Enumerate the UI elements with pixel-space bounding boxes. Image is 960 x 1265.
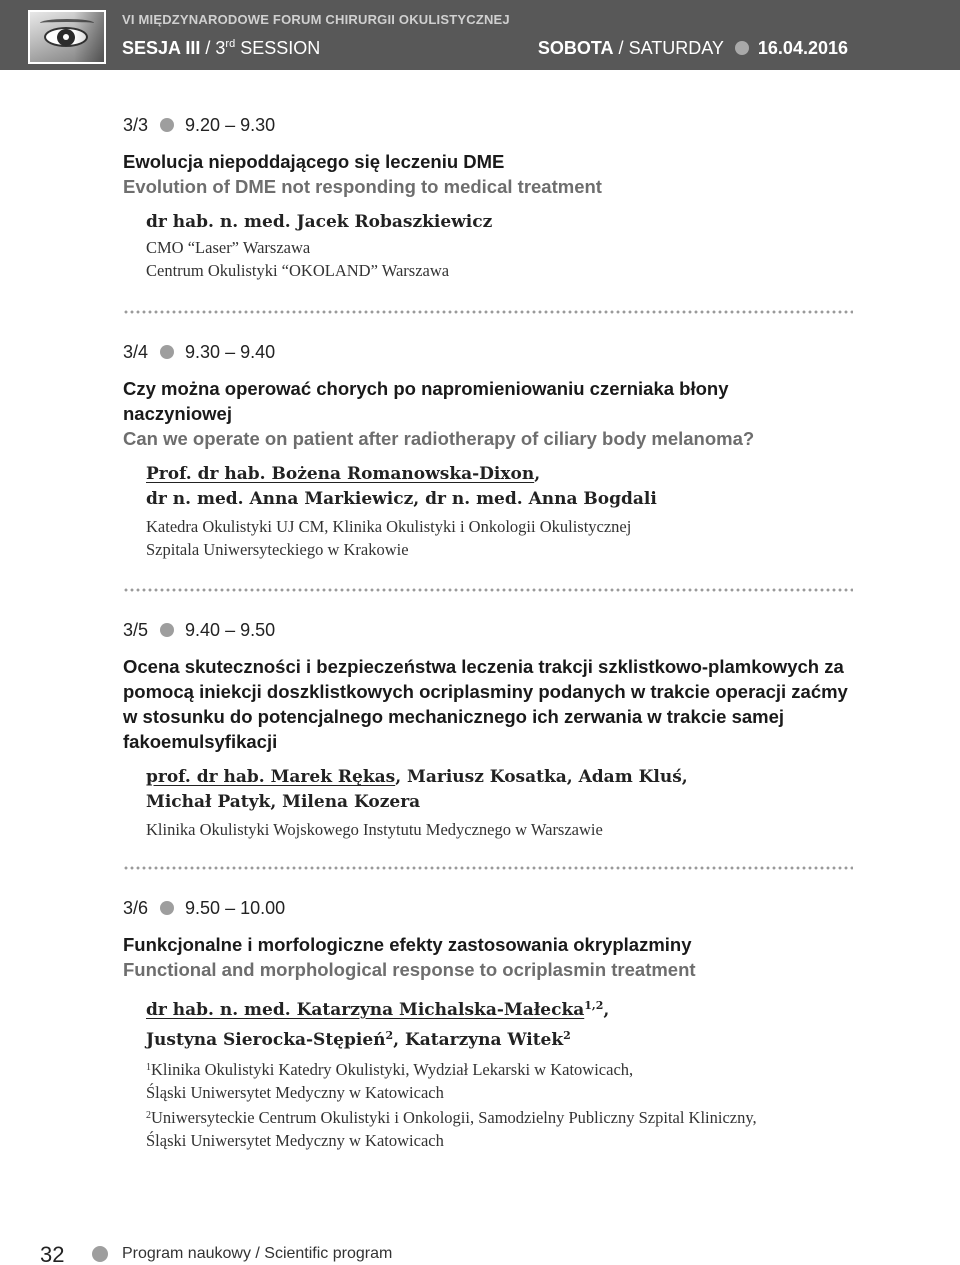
dotted-separator (123, 588, 853, 592)
talk-id: 3/6 (123, 898, 149, 918)
affiliation-text: Klinika Okulistyki Katedry Okulistyki, Wydział Lekarski w Katowicach, (151, 1060, 634, 1079)
session-pl: SESJA III (122, 38, 201, 58)
talk-affiliation: Klinika Okulistyki Wojskowego Instytutu Medycznego w Warszawie (146, 820, 603, 839)
talk-title-pl: Czy można operować chorych po napromieniowaniu czerniaka błony naczyniowej (123, 378, 729, 424)
talk-title-pl: Ocena skuteczności i bezpieczeństwa leczenia trakcji szklistkowo-plamkowych za pomocą iniekcji doszklistkowych ocriplasminy podanych w trakcie operacji zaćmy w stosunku do potencjalnego mechanicznego ich zerwania w trakcie samej fakoemulsyfikacji (123, 656, 848, 752)
authors-rest: , (534, 464, 541, 484)
day-pl: SOBOTA (537, 38, 614, 58)
talk-title-en: Evolution of DME not responding to medical treatment (123, 176, 602, 197)
author-sup: 2 (385, 1029, 394, 1042)
session-label (122, 38, 320, 59)
session-number: 3 (215, 38, 226, 58)
talk-affiliation: Śląski Uniwersytet Medyczny w Katowicach (146, 1131, 444, 1150)
lead-author: prof. dr hab. Marek Rękas (146, 767, 396, 787)
authors-rest: , (603, 1000, 610, 1020)
author-name: , Katarzyna Witek (393, 1030, 564, 1050)
footer-program-label: Program naukowy / Scientific program (122, 1245, 393, 1262)
day-en: SATURDAY (628, 38, 724, 58)
talk-3-6 (123, 898, 863, 1152)
talk-slot (123, 620, 863, 642)
author-sup: 2 (563, 1029, 571, 1042)
bullet-dot-icon (160, 345, 174, 359)
talk-slot (123, 342, 863, 364)
talk-affiliation: Katedra Okulistyki UJ CM, Klinika Okulistyki i Onkologii Okulistycznej (146, 517, 632, 536)
page-header (0, 0, 960, 70)
talk-authors (146, 462, 863, 487)
session-separator: / (200, 38, 216, 58)
talk-3-3 (123, 115, 863, 282)
lead-author: dr hab. n. med. Katarzyna Michalska-Małecka (146, 1000, 585, 1020)
talk-affiliation (146, 1104, 863, 1129)
session-en: SESSION (235, 38, 321, 58)
bullet-dot-icon (735, 41, 749, 55)
talk-3-4 (123, 342, 863, 561)
lead-author: Prof. dr hab. Bożena Romanowska-Dixon (146, 464, 535, 484)
page-number: 32 (40, 1242, 65, 1265)
talk-time: 9.40 – 9.50 (185, 620, 276, 640)
bullet-dot-icon (160, 901, 174, 915)
bullet-dot-icon (92, 1246, 108, 1262)
talk-id: 3/4 (123, 342, 149, 362)
talk-authors (146, 993, 863, 1023)
talk-title-pl: Funkcjonalne i morfologiczne efekty zastosowania okryplazminy (123, 934, 692, 955)
author-sup: 1,2 (584, 999, 604, 1012)
talk-authors-line2 (146, 1023, 863, 1053)
talk-id: 3/3 (123, 115, 149, 135)
talk-time: 9.50 – 10.00 (185, 898, 286, 918)
affiliation-sup: 2 (146, 1110, 151, 1121)
talk-affiliation: Szpitala Uniwersyteckiego w Krakowie (146, 540, 409, 559)
talk-id: 3/5 (123, 620, 149, 640)
talk-authors-line2: dr n. med. Anna Markiewicz, dr n. med. Anna Bogdali (146, 489, 657, 509)
talk-time: 9.20 – 9.30 (185, 115, 276, 135)
authors-rest: , Mariusz Kosatka, Adam Kluś, (395, 767, 688, 787)
eye-logo-icon (28, 10, 106, 64)
talk-title-pl: Ewolucja niepoddającego się leczeniu DME (123, 151, 505, 172)
forum-title: VI MIĘDZYNARODOWE FORUM CHIRURGII OKULISTYCZNEJ (122, 12, 510, 27)
talk-slot (123, 898, 863, 920)
talk-title-en: Functional and morphological response to ocriplasmin treatment (123, 959, 696, 980)
talk-authors: dr hab. n. med. Jacek Robaszkiewicz (146, 212, 493, 232)
affiliation-sup: 1 (146, 1062, 151, 1073)
day-separator: / (613, 38, 629, 58)
dotted-separator (123, 866, 853, 870)
bullet-dot-icon (160, 118, 174, 132)
talk-affiliation (146, 1056, 863, 1081)
talk-3-5 (123, 620, 863, 841)
talk-title-en: Can we operate on patient after radiotherapy of ciliary body melanoma? (123, 428, 755, 449)
dotted-separator (123, 310, 853, 314)
session-date: 16.04.2016 (757, 38, 848, 58)
talk-time: 9.30 – 9.40 (185, 342, 276, 362)
talk-slot (123, 115, 863, 137)
talk-authors (146, 765, 863, 790)
talk-authors-line2: Michał Patyk, Milena Kozera (146, 792, 421, 812)
talk-affiliation: CMO “Laser” Warszawa (146, 238, 311, 257)
bullet-dot-icon (160, 623, 174, 637)
author-name: Justyna Sierocka-Stępień (146, 1030, 386, 1050)
day-date-label (538, 38, 848, 59)
affiliation-text: Uniwersyteckie Centrum Okulistyki i Onkologii, Samodzielny Publiczny Szpital Kliniczny, (151, 1108, 757, 1127)
session-ordinal: rd (225, 38, 236, 50)
talk-affiliation: Centrum Okulistyki “OKOLAND” Warszawa (146, 261, 450, 280)
talk-affiliation: Śląski Uniwersytet Medyczny w Katowicach (146, 1083, 444, 1102)
